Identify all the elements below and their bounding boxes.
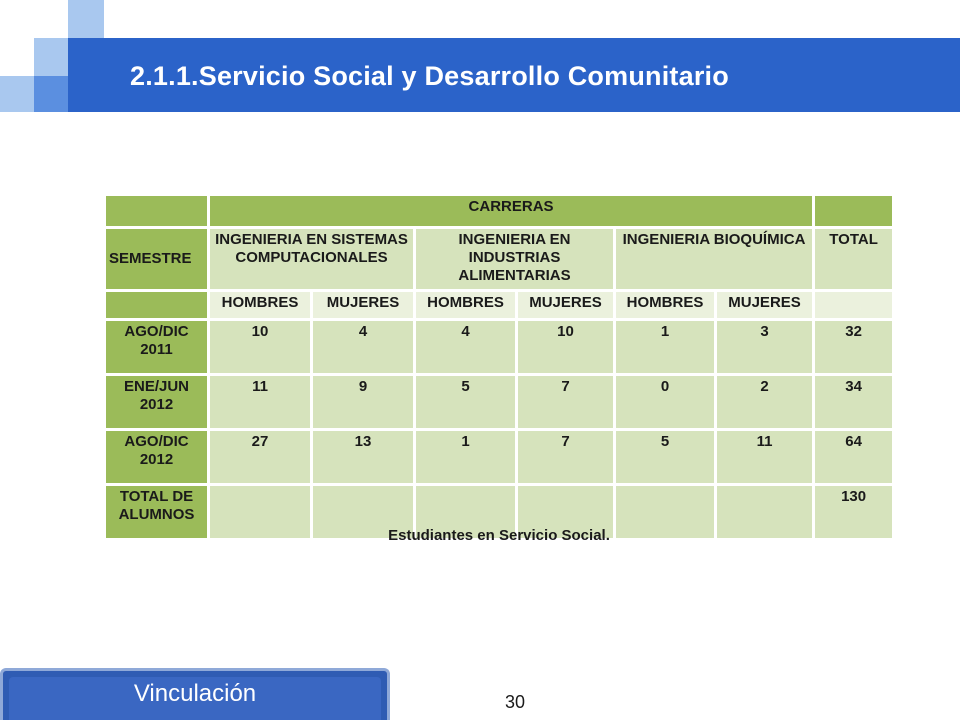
students-table-container [103,193,895,541]
mujeres-header: MUJERES [313,292,413,318]
value-cell: 3 [717,321,812,373]
value-cell: 27 [210,431,310,483]
semestre-header: SEMESTRE [106,229,207,289]
semestre-cell: AGO/DIC 2012 [106,431,207,483]
value-cell: 4 [416,321,515,373]
row-total-cell: 32 [815,321,892,373]
value-cell: 1 [616,321,714,373]
decor-square [0,76,34,112]
value-cell: 7 [518,376,613,428]
value-cell: 2 [717,376,812,428]
decor-square [34,76,68,112]
row-total-cell: 64 [815,431,892,483]
semestre-cell: AGO/DIC 2011 [106,321,207,373]
students-table [103,193,895,541]
career-header: INGENIERIA EN INDUSTRIAS ALIMENTARIAS [416,229,613,289]
hombres-header: HOMBRES [616,292,714,318]
mujeres-header: MUJERES [518,292,613,318]
mujeres-header: MUJERES [717,292,812,318]
value-cell: 1 [416,431,515,483]
empty-cell [815,292,892,318]
career-header: INGENIERIA BIOQUÍMICA [616,229,812,289]
vinculacion-tab-label[interactable]: Vinculación [133,680,257,707]
value-cell: 5 [616,431,714,483]
corner-cell [815,196,892,226]
total-alumnos-value: 130 [815,486,892,538]
table-caption: Estudiantes en Servicio Social. [388,527,610,544]
value-cell: 4 [313,321,413,373]
total-alumnos-label: TOTAL DE ALUMNOS [106,486,207,538]
value-cell: 0 [616,376,714,428]
page-number: 30 [504,692,526,712]
hombres-header: HOMBRES [210,292,310,318]
table-row [106,376,892,428]
value-cell: 10 [518,321,613,373]
semestre-cell: ENE/JUN 2012 [106,376,207,428]
table-row [106,431,892,483]
career-header: INGENIERIA EN SISTEMAS COMPUTACIONALES [210,229,413,289]
decor-square [34,38,68,76]
row-total-cell: 34 [815,376,892,428]
value-cell: 11 [210,376,310,428]
page-title: 2.1.1.Servicio Social y Desarrollo Comunitario [130,61,729,91]
decor-square [68,0,104,38]
corner-cell [106,196,207,226]
value-cell: 11 [717,431,812,483]
carreras-header: CARRERAS [210,196,812,226]
value-cell: 5 [416,376,515,428]
value-cell: 9 [313,376,413,428]
empty-cell [106,292,207,318]
value-cell: 10 [210,321,310,373]
table-row [106,321,892,373]
value-cell: 7 [518,431,613,483]
total-header: TOTAL [815,229,892,289]
value-cell: 13 [313,431,413,483]
hombres-header: HOMBRES [416,292,515,318]
